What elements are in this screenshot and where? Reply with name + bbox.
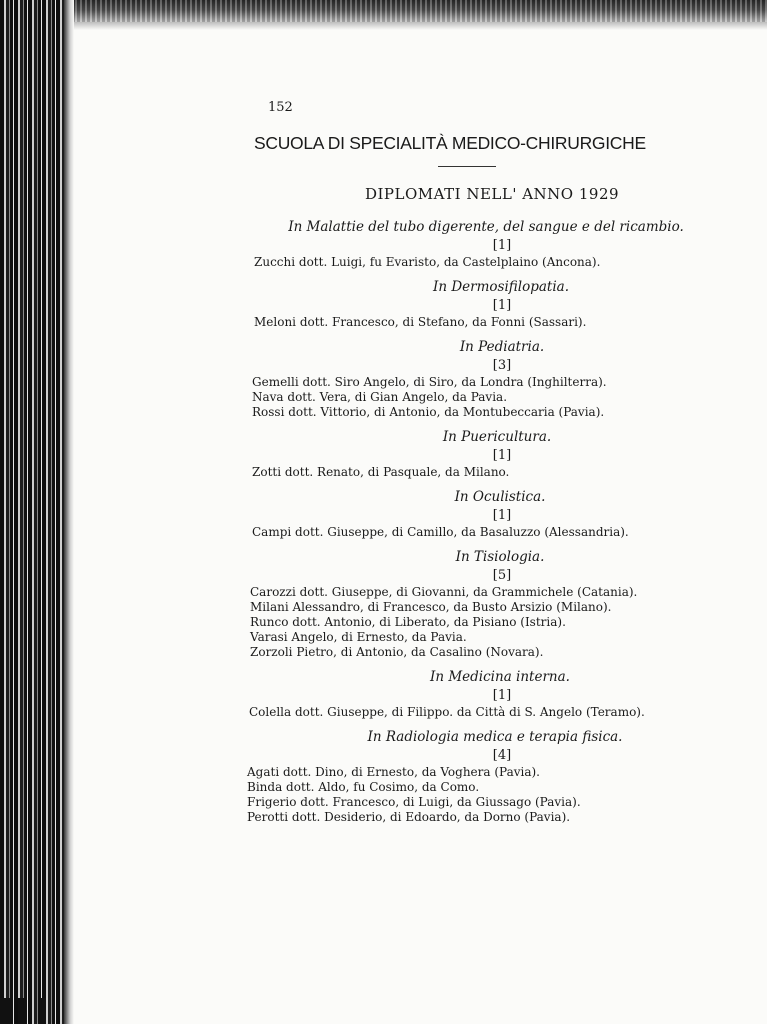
title-rule [438,166,496,167]
section [240,337,710,420]
scan-top-edge [0,0,767,30]
section-title: In Radiologia medica e terapia fisica. [367,729,623,745]
graduate-entry: Binda dott. Aldo, fu Cosimo, da Como. [247,780,480,794]
entry-list [240,315,710,330]
entry-list [240,375,710,420]
section-count: [1] [492,238,512,253]
section [240,487,710,540]
entry-list [240,585,710,660]
section-count: [5] [492,568,512,583]
section-title: In Puericultura. [442,429,552,445]
entry-list [240,525,710,540]
section [240,727,710,825]
entry-list [240,765,710,825]
graduate-entry: Perotti dott. Desiderio, di Edoardo, da Dorno (Pavia). [247,810,571,824]
scan-corner-mark [0,998,70,1024]
year-heading: DIPLOMATI NELL' ANNO 1929 [364,185,620,203]
section-count: [1] [492,448,512,463]
section-count: [1] [492,508,512,523]
section [240,217,710,270]
graduate-entry: Carozzi dott. Giuseppe, di Giovanni, da Grammichele (Catania). [250,585,638,599]
page-title: SCUOLA DI SPECIALITÀ MEDICO-CHIRURGICHE [254,133,646,153]
section-title: In Pediatria. [459,339,545,355]
graduate-entry: Varasi Angelo, di Ernesto, da Pavia. [250,630,467,644]
section-count: [1] [492,298,512,313]
entry-list [240,465,710,480]
graduate-entry: Zorzoli Pietro, di Antonio, da Casalino (Novara). [250,645,544,659]
section [240,427,710,480]
book-spine [0,0,64,1024]
graduate-entry: Zotti dott. Renato, di Pasquale, da Milano. [252,465,510,479]
section [240,667,710,720]
entry-list [240,255,710,270]
section [240,277,710,330]
sections-list [240,217,710,825]
section-count: [3] [492,358,512,373]
section-title: In Malattie del tubo digerente, del sangue e del ricambio. [288,219,684,235]
graduate-entry: Frigerio dott. Francesco, di Luigi, da Giussago (Pavia). [247,795,581,809]
graduate-entry: Zucchi dott. Luigi, fu Evaristo, da Castelplaino (Ancona). [254,255,601,269]
spine-shadow [64,0,74,1024]
section [240,547,710,660]
page-number: 152 [268,100,293,115]
section-title: In Medicina interna. [430,669,570,685]
graduate-entry: Milani Alessandro, di Francesco, da Busto Arsizio (Milano). [250,600,612,614]
graduate-entry: Rossi dott. Vittorio, di Antonio, da Montubeccaria (Pavia). [252,405,605,419]
graduate-entry: Meloni dott. Francesco, di Stefano, da Fonni (Sassari). [254,315,587,329]
section-title: In Dermosifilopatia. [433,279,569,295]
graduate-entry: Colella dott. Giuseppe, di Filippo. da Città di S. Angelo (Teramo). [249,705,645,719]
section-count: [1] [492,688,512,703]
graduate-entry: Runco dott. Antonio, di Liberato, da Pisiano (Istria). [250,615,566,629]
section-count: [4] [492,748,512,763]
graduate-entry: Campi dott. Giuseppe, di Camillo, da Basaluzzo (Alessandria). [252,525,629,539]
entry-list [240,705,710,720]
section-title: In Oculistica. [454,489,546,505]
graduate-entry: Gemelli dott. Siro Angelo, di Siro, da Londra (Inghilterra). [252,375,607,389]
graduate-entry: Agati dott. Dino, di Ernesto, da Voghera (Pavia). [247,765,540,779]
section-title: In Tisiologia. [455,549,545,565]
graduate-entry: Nava dott. Vera, di Gian Angelo, da Pavia. [252,390,508,404]
